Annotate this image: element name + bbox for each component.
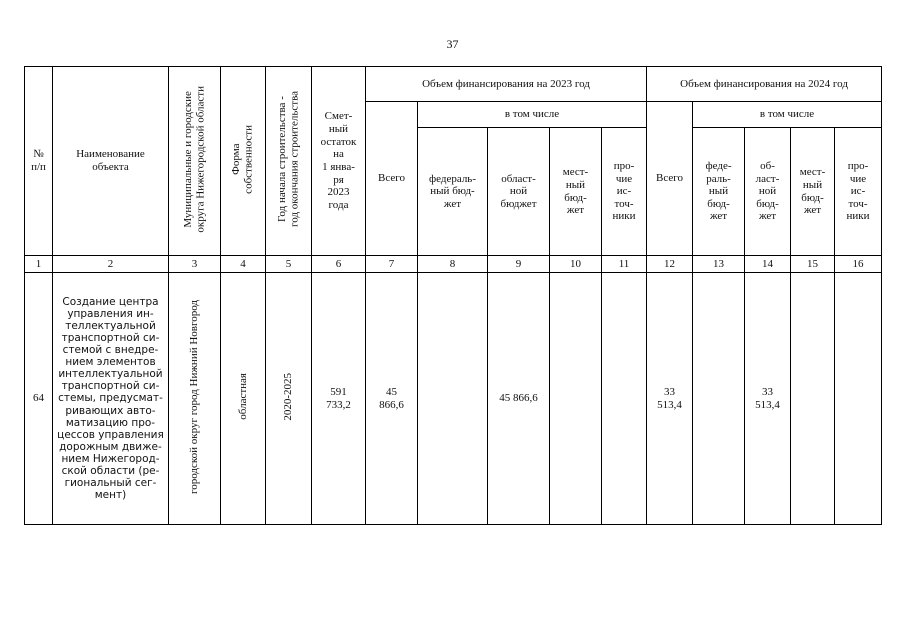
- column-number: 4: [221, 256, 266, 273]
- header-total-2024: Всего: [647, 102, 693, 256]
- row-federal-2023: [418, 273, 488, 525]
- header-municipality: Муниципальные и городские округа Нижегородской области: [181, 85, 207, 233]
- header-num: № п/п: [25, 67, 53, 256]
- column-number: 15: [791, 256, 835, 273]
- header-remaining: Смет- ный остаток на 1 янва- ря 2023 года: [312, 67, 366, 256]
- column-number: 6: [312, 256, 366, 273]
- row-municipality: городской округ город Нижний Новгород: [188, 299, 201, 494]
- header-years-cell: [266, 67, 312, 256]
- row-total-2024: 33 513,4: [647, 273, 693, 525]
- column-number: 1: [25, 256, 53, 273]
- header-local-2023: мест- ный бюд- жет: [550, 128, 602, 256]
- column-number: 11: [602, 256, 647, 273]
- column-number: 9: [488, 256, 550, 273]
- row-total-2023: 45 866,6: [366, 273, 418, 525]
- row-name: Создание центра управления ин- теллектуальной транспортной си- стемой с внедре- нием элементов интеллектуальной транспортной си- стемы, предусмат- ривающих авто- матизацию про- цессов управления дорожным движе- нием Нижегород- ской области (ре- гиональный сег- мент): [53, 273, 169, 525]
- header-name: Наименование объекта: [53, 67, 169, 256]
- header-including-2023: в том числе: [418, 102, 647, 128]
- header-other-2024: про- чие ис- точ- ники: [835, 128, 882, 256]
- column-number: 14: [745, 256, 791, 273]
- table-row: [25, 273, 882, 525]
- header-including-2024: в том числе: [693, 102, 882, 128]
- column-numbers-row: [25, 256, 882, 273]
- row-other-2024: [835, 273, 882, 525]
- header-ownership: Форма собственности: [230, 124, 255, 194]
- header-ownership-cell: [221, 67, 266, 256]
- column-number: 8: [418, 256, 488, 273]
- header-years: Год начала строительства - год окончания строительства: [275, 91, 301, 228]
- row-municipality-cell: [169, 273, 221, 525]
- column-number: 5: [266, 256, 312, 273]
- header-row-1: [25, 67, 882, 102]
- header-regional-2024: об- ласт- ной бюд- жет: [745, 128, 791, 256]
- header-federal-2023: федераль- ный бюд- жет: [418, 128, 488, 256]
- column-number: 16: [835, 256, 882, 273]
- column-number: 7: [366, 256, 418, 273]
- row-ownership-cell: [221, 273, 266, 525]
- column-number: 12: [647, 256, 693, 273]
- row-regional-2024: 33 513,4: [745, 273, 791, 525]
- column-number: 2: [53, 256, 169, 273]
- column-number: 13: [693, 256, 745, 273]
- header-municipality-cell: [169, 67, 221, 256]
- row-remaining: 591 733,2: [312, 273, 366, 525]
- header-regional-2023: област- ной бюджет: [488, 128, 550, 256]
- header-total-2023: Всего: [366, 102, 418, 256]
- header-funding-2023: Объем финансирования на 2023 год: [366, 67, 647, 102]
- page-number: 37: [446, 37, 459, 51]
- row-local-2023: [550, 273, 602, 525]
- header-funding-2024: Объем финансирования на 2024 год: [647, 67, 882, 102]
- row-local-2024: [791, 273, 835, 525]
- header-local-2024: мест- ный бюд- жет: [791, 128, 835, 256]
- row-federal-2024: [693, 273, 745, 525]
- row-ownership: областная: [236, 373, 249, 421]
- row-num: 64: [25, 273, 53, 525]
- column-number: 10: [550, 256, 602, 273]
- header-federal-2024: феде- раль- ный бюд- жет: [693, 128, 745, 256]
- row-other-2023: [602, 273, 647, 525]
- row-years: 2020-2025: [282, 372, 295, 421]
- row-years-cell: [266, 273, 312, 525]
- column-number: 3: [169, 256, 221, 273]
- header-other-2023: про- чие ис- точ- ники: [602, 128, 647, 256]
- financing-table: [24, 66, 882, 525]
- row-regional-2023: 45 866,6: [488, 273, 550, 525]
